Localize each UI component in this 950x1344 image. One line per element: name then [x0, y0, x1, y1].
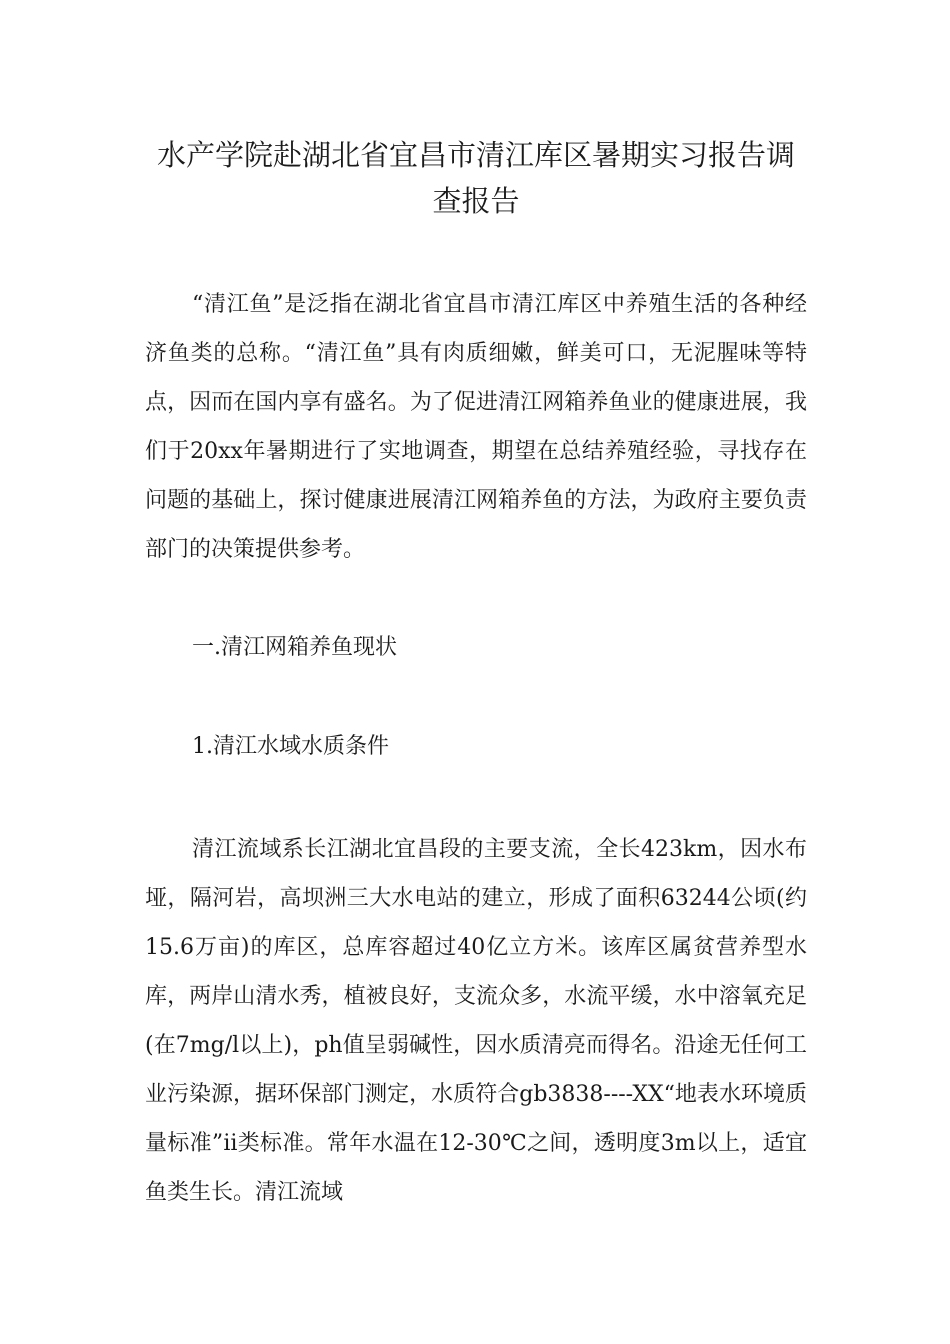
body-paragraph: 清江流域系长江湖北宜昌段的主要支流，全长423km，因水布垭，隔河岩，高坝洲三大水电站的建立，形成了面积63244公顷(约15.6万亩)的库区，总库容超过40亿立方米。该库区属贫营养型水库，两岸山清水秀，植被良好，支流众多，水流平缓，水中溶氧充足(在7mg/l以上)，ph值呈弱碱性，因水质清亮而得名。沿途无任何工业污染源，据环保部门测定，水质符合gb3838----XX“地表水环境质量标准”ⅱ类标准。常年水温在12-30℃之间，透明度3m以上，适宜鱼类生长。清江流域 — [145, 837, 807, 1205]
intro-paragraph: “清江鱼”是泛指在湖北省宜昌市清江库区中养殖生活的各种经济鱼类的总称。“清江鱼”具有肉质细嫩，鲜美可口，无泥腥味等特点，因而在国内享有盛名。为了促进清江网箱养鱼业的健康进展，我们于20xx年暑期进行了实地调查，期望在总结养殖经验，寻找存在问题的基础上，探讨健康进展清江网箱养鱼的方法，为政府主要负责部门的决策提供参考。 — [145, 292, 807, 562]
subsection-heading: 1.清江水域水质条件 — [192, 734, 389, 759]
document-title: 水产学院赴湖北省宜昌市清江库区暑期实习报告调查报告 — [156, 138, 795, 218]
section-heading: 一.清江网箱养鱼现状 — [192, 635, 397, 660]
